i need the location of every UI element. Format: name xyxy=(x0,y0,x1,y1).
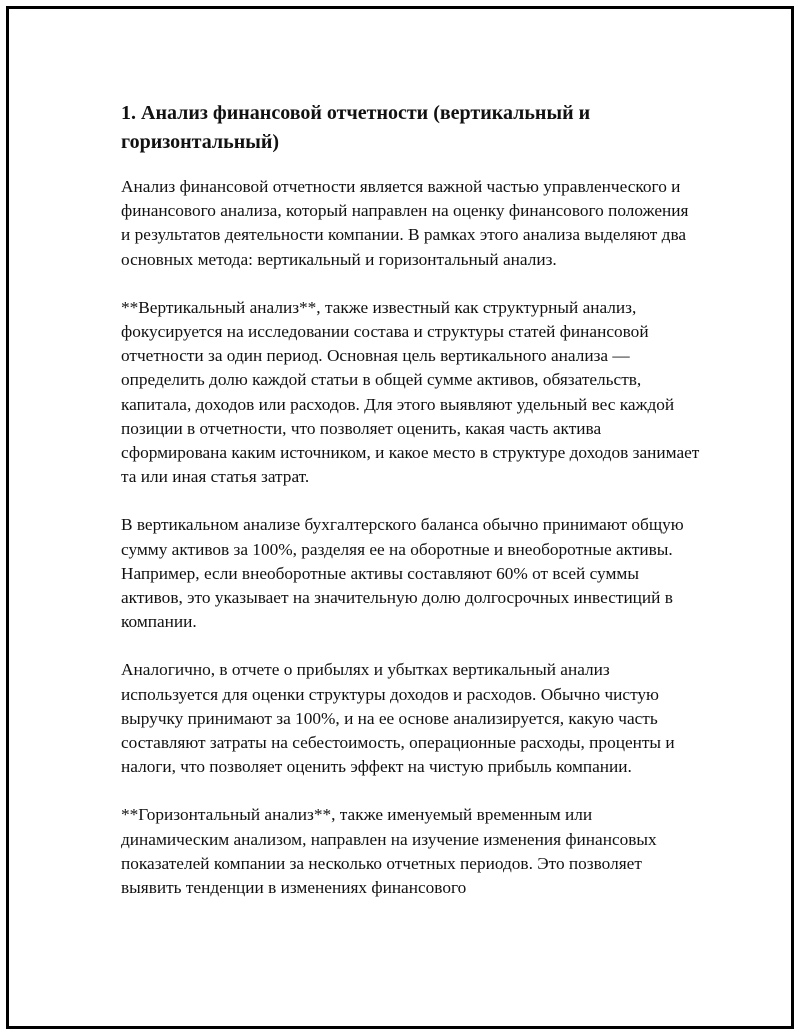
paragraph-balance-sheet: В вертикальном анализе бухгалтерского баланса обычно принимают общую сумму активов за 100%, разделяя ее на оборотные и внеоборотные активы. Например, если внеоборотные активы составляют 60% от всей суммы активов, это указывает на значительную долю долгосрочных инвестиций в компании. xyxy=(121,515,684,632)
paragraph-horizontal-analysis: **Горизонтальный анализ**, также именуемый временным или динамическим анализом, направлен на изучение изменения финансовых показателей компании за несколько отчетных периодов. Это позволяет выявить тенденции в изменениях финансового xyxy=(121,805,657,898)
section-heading: 1. Анализ финансовой отчетности (вертикальный и горизонтальный) xyxy=(121,102,591,153)
document-body xyxy=(121,99,701,924)
paragraph-vertical-analysis: **Вертикальный анализ**, также известный как структурный анализ, фокусируется на исследовании состава и структуры статей финансовой отчетности за один период. Основная цель вертикального анализа — определить долю каждой статьи в общей сумме активов, обязательств, капитала, доходов или расходов. Для этого выявляют удельный вес каждой позиции в отчетности, что позволяет оценить, какая часть актива сформирована каким источником, и какое место в структуре доходов занимает та или иная статья затрат. xyxy=(121,297,700,487)
paragraph-income-statement: Аналогично, в отчете о прибылях и убытках вертикальный анализ используется для оценки структуры доходов и расходов. Обычно чистую выручку принимают за 100%, и на ее основе анализируется, какую часть составляют затраты на себестоимость, операционные расходы, проценты и налоги, что позволяет оценить эффект на чистую прибыль компании. xyxy=(121,660,675,777)
page-frame xyxy=(6,6,794,1029)
paragraph-intro: Анализ финансовой отчетности является важной частью управленческого и финансового анализа, который направлен на оценку финансового положения и результатов деятельности компании. В рамках этого анализа выделяют два основных метода: вертикальный и горизонтальный анализ. xyxy=(121,177,689,269)
